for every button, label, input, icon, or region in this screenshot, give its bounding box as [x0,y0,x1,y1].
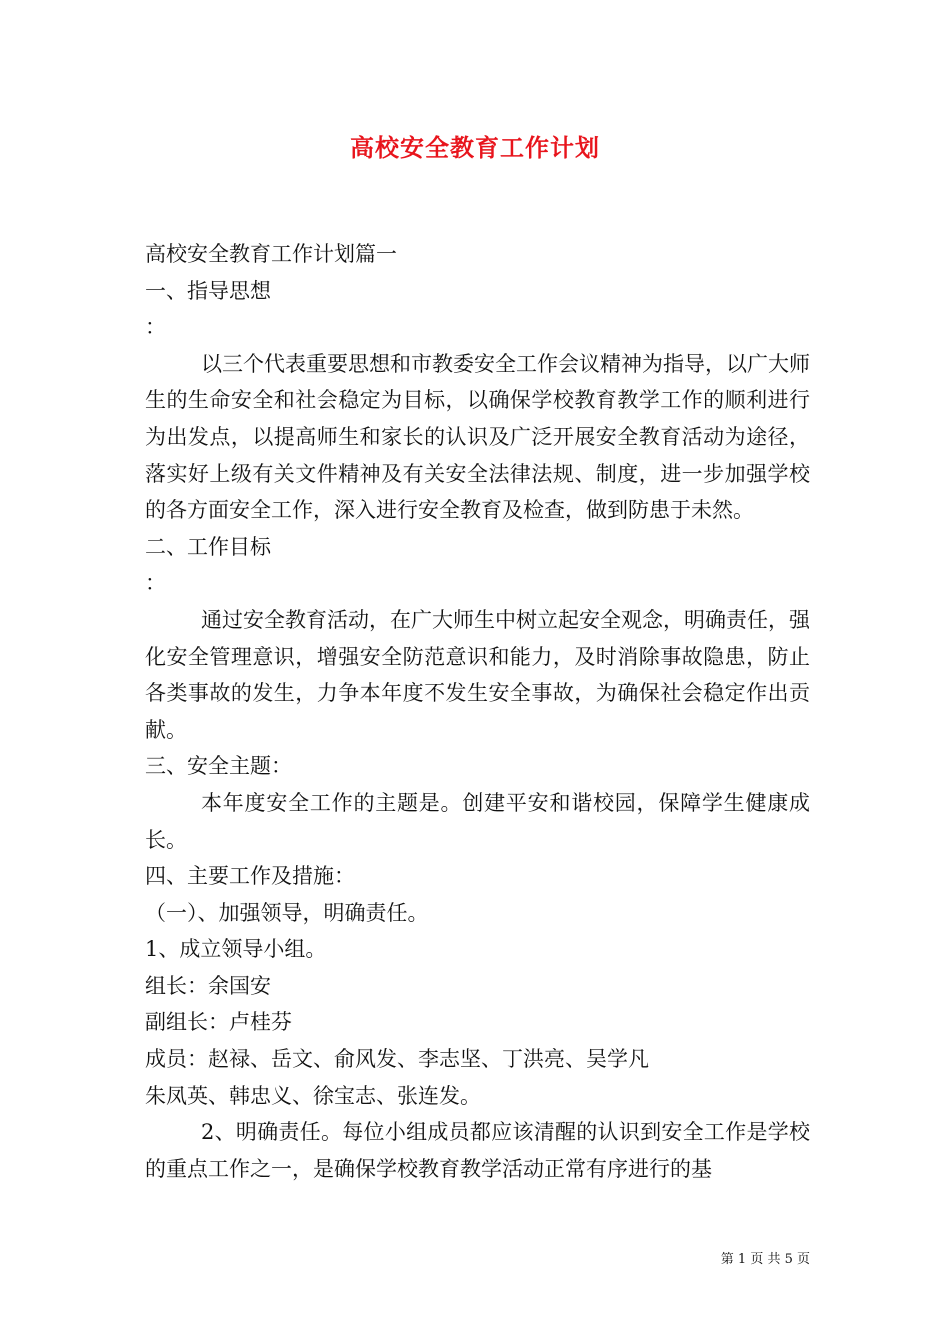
document-body [145,236,810,1187]
section-3-heading: 三、安全主题： [145,754,292,779]
group-leader: 组长：余国安 [145,973,271,998]
section-2-heading: 二、工作目标 [145,534,271,559]
section-4-heading: 四、主要工作及措施： [145,864,355,889]
group-members-line-2: 朱凤英、韩忠义、徐宝志、张连发。 [145,1083,481,1108]
page-number: 第 1 页 共 5 页 [720,1252,810,1267]
document-title: 高校安全教育工作计划 [350,133,600,162]
section-2-body: 通过安全教育活动，在广大师生中树立起安全观念，明确责任，强化安全管理意识，增强安全防范意识和能力，及时消除事故隐患，防止各类事故的发生，力争本年度不发生安全事故，为确保社会稳定作出贡献。 [145,607,810,742]
item-2-text: 2、明确责任。每位小组成员都应该清醒的认识到安全工作是学校的重点工作之一，是确保学校教育教学活动正常有序进行的基 [145,1120,810,1181]
section-1-body: 以三个代表重要思想和市教委安全工作会议精神为指导，以广大师生的生命安全和社会稳定为目标，以确保学校教育教学工作的顺利进行为出发点，以提高师生和家长的认识及广泛开展安全教育活动为途径，落实好上级有关文件精神及有关安全法律法规、制度，进一步加强学校的各方面安全工作，深入进行安全教育及检查，做到防患于未然。 [145,351,810,523]
section-3-body: 本年度安全工作的主题是。创建平安和谐校园，保障学生健康成长。 [145,790,810,852]
plan-heading: 高校安全教育工作计划篇一 [145,242,397,266]
section-1-heading: 一、指导思想 [145,278,271,303]
subsection-1-heading: （一）、加强领导，明确责任。 [145,900,429,925]
section-2-colon: ： [145,571,166,596]
group-deputy: 副组长：卢桂芬 [145,1010,292,1035]
group-members-line-1: 成员：赵禄、岳文、俞风发、李志坚、丁洪亮、吴学凡 [145,1047,649,1072]
section-1-colon: ： [145,315,166,340]
item-1-text: 1、成立领导小组。 [145,937,327,962]
